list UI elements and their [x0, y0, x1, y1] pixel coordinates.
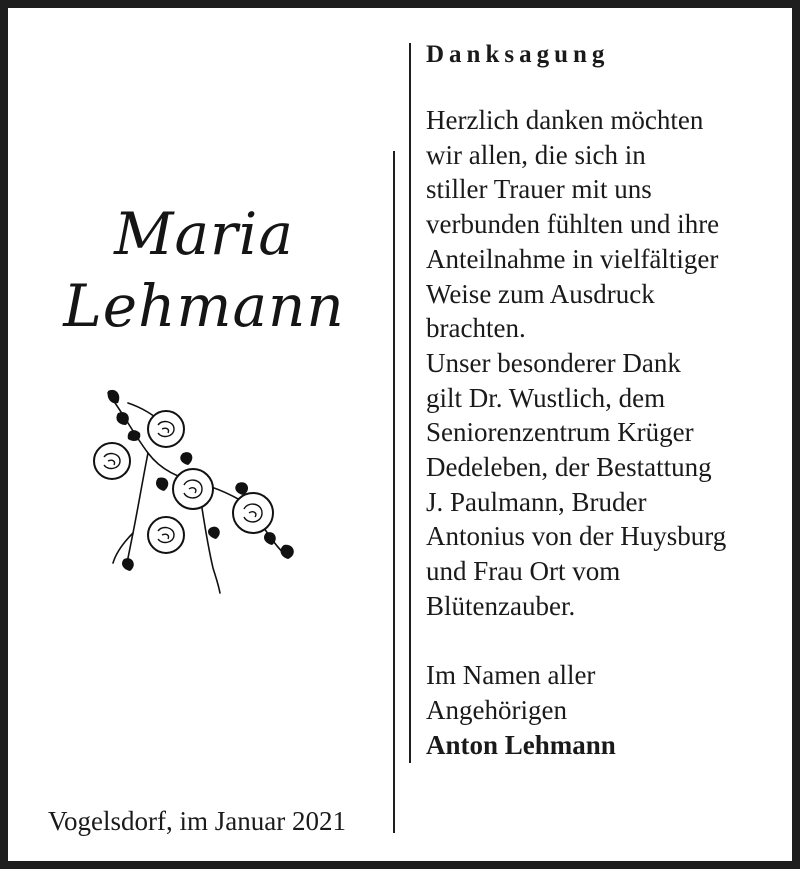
right-column	[426, 38, 796, 763]
thanks-line: und Frau Ort vom	[426, 556, 621, 587]
thanks-line: Herzlich danken möchten	[426, 105, 704, 135]
deceased-last-name: Lehmann	[63, 272, 345, 340]
thanks-line: wir allen, die sich in	[426, 139, 646, 170]
thanks-line: verbunden fühlten und ihre	[426, 209, 720, 240]
signoff-line: Im Namen aller	[426, 659, 596, 690]
thanks-line: J. Paulmann, Bruder	[426, 486, 647, 517]
signoff	[426, 658, 796, 763]
thanks-line: Blütenzauber.	[426, 590, 576, 621]
thanks-line: gilt Dr. Wustlich, dem	[426, 382, 666, 413]
thanks-line: Seniorenzentrum Krüger	[426, 417, 694, 448]
place-and-date: Vogelsdorf, im Januar 2021	[48, 806, 346, 836]
thanks-line: stiller Trauer mit uns	[426, 174, 652, 205]
signer-name: Anton Lehmann	[426, 729, 616, 760]
signoff-line: Angehörigen	[426, 694, 567, 725]
thanks-line: brachten.	[426, 313, 526, 344]
divider-line-right	[409, 43, 411, 763]
thanks-text	[426, 103, 796, 624]
thanks-line: Dedeleben, der Bestattung	[426, 452, 712, 483]
deceased-first-name: Maria	[114, 200, 294, 268]
divider-line-left	[393, 151, 395, 833]
left-column	[8, 8, 400, 877]
thanks-line: Unser besonderer Dank	[426, 347, 681, 378]
thanks-line: Antonius von der Huysburg	[426, 521, 727, 552]
heading-danksagung: Danksagung	[426, 41, 610, 68]
thanks-line: Anteilnahme in vielfältiger	[426, 243, 719, 274]
thanks-line: Weise zum Ausdruck	[426, 278, 655, 309]
roses-illustration-icon	[88, 383, 308, 598]
